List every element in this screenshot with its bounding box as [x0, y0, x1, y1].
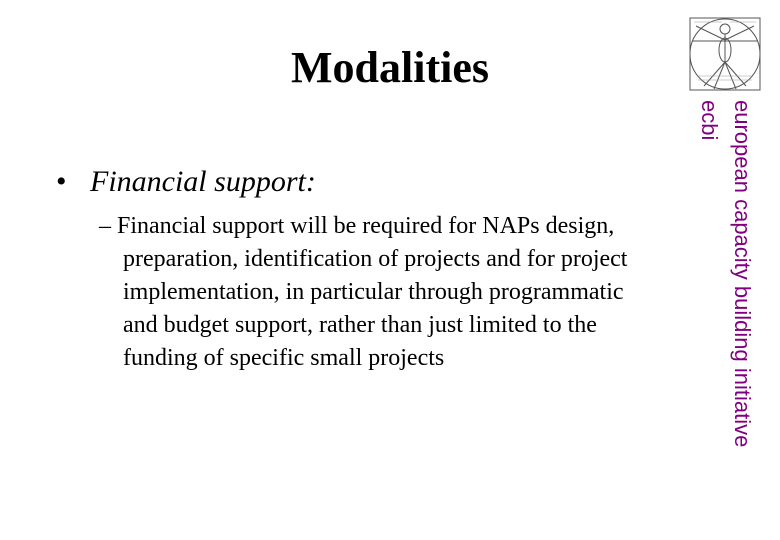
sub-bullet — [99, 210, 627, 375]
sub-bullet-line: and budget support, rather than just limited to the — [123, 312, 597, 338]
vitruvian-man-icon — [682, 14, 768, 94]
sub-bullet-line: funding of specific small projects — [123, 345, 445, 371]
slide-title: Modalities — [291, 43, 489, 92]
bullet-item — [56, 164, 316, 200]
side-text-organization: european capacity building initiative — [730, 100, 755, 448]
sub-bullet-line: implementation, in particular through programmatic — [123, 279, 624, 305]
side-text-acronym: ecbi — [697, 100, 722, 141]
bullet-marker: • — [56, 165, 67, 198]
bullet-text: Financial support: — [90, 165, 316, 198]
sub-bullet-line: – Financial support will be required for NAPs design, — [99, 213, 615, 239]
sub-bullet-line: preparation, identification of projects and for project — [123, 246, 628, 272]
